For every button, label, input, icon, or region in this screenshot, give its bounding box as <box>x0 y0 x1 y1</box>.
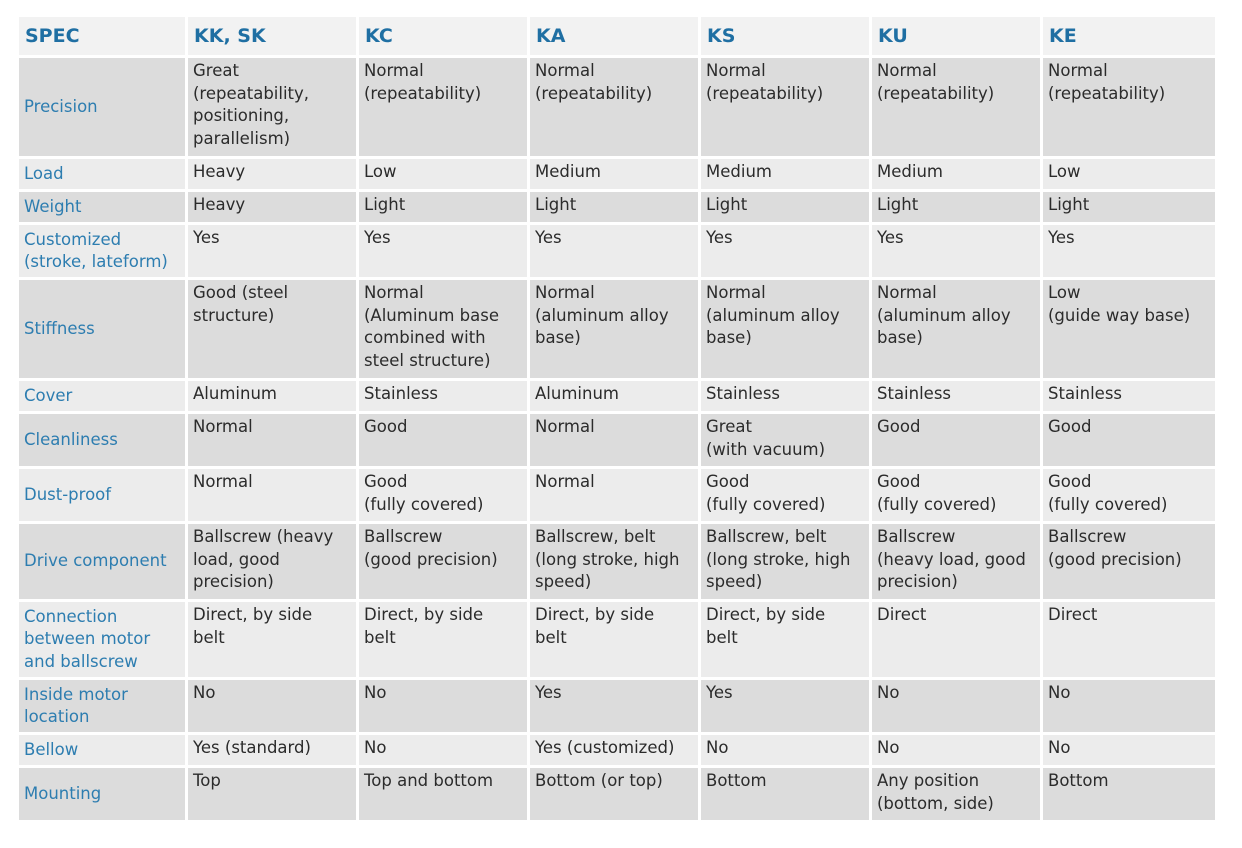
cell-text: Normal <box>193 417 253 436</box>
cell-text: Aluminum <box>535 384 619 403</box>
cell-text: Ballscrew (heavy load, good precision) <box>877 527 1026 591</box>
cell-text: Yes (standard) <box>193 738 311 757</box>
table-row <box>19 225 1215 277</box>
row-label <box>19 225 185 277</box>
table-cell <box>188 680 356 732</box>
cell-text: Normal (repeatability) <box>706 61 824 103</box>
header-kk-sk: KK, SK <box>188 17 356 55</box>
cell-text: Ballscrew (heavy load, good precision) <box>193 527 334 591</box>
row-label-text: Drive component <box>24 551 167 571</box>
table-row <box>19 414 1215 466</box>
table-cell <box>872 414 1040 466</box>
cell-text: Normal (aluminum alloy base) <box>535 283 669 347</box>
cell-text: No <box>364 738 387 757</box>
cell-text: Low <box>1048 162 1081 181</box>
cell-text: Yes <box>706 683 733 702</box>
table-cell <box>1043 225 1215 277</box>
cell-text: No <box>364 683 387 702</box>
table-cell <box>872 469 1040 521</box>
cell-text: Good (fully covered) <box>706 472 826 514</box>
row-label-text: Mounting <box>24 783 102 803</box>
table-cell <box>701 735 869 765</box>
header-row <box>19 17 1215 55</box>
table-cell <box>359 602 527 677</box>
table-cell <box>1043 602 1215 677</box>
cell-text: Direct <box>877 605 927 624</box>
table-cell <box>530 602 698 677</box>
table-cell <box>872 768 1040 820</box>
cell-text: Low (guide way base) <box>1048 283 1191 325</box>
cell-text: Ballscrew, belt (long stroke, high speed) <box>535 527 680 591</box>
table-cell <box>1043 768 1215 820</box>
cell-text: Yes <box>535 228 562 247</box>
table-row <box>19 58 1215 156</box>
row-label-text: Load <box>24 163 64 183</box>
table-cell <box>872 58 1040 156</box>
table-row <box>19 602 1215 677</box>
cell-text: Good (steel structure) <box>193 283 289 325</box>
table-row <box>19 680 1215 732</box>
table-cell <box>872 280 1040 378</box>
table-cell <box>1043 280 1215 378</box>
row-label-text: Inside motor location <box>24 684 128 726</box>
table-cell <box>872 192 1040 222</box>
cell-text: Top and bottom <box>364 771 494 790</box>
table-cell <box>530 414 698 466</box>
cell-text: Stainless <box>364 384 439 403</box>
cell-text: Yes <box>535 683 562 702</box>
table-cell <box>359 159 527 189</box>
cell-text: No <box>877 738 900 757</box>
header-ke: KE <box>1043 17 1215 55</box>
header-kc: KC <box>359 17 527 55</box>
cell-text: Yes <box>193 228 220 247</box>
row-label <box>19 768 185 820</box>
cell-text: Yes <box>706 228 733 247</box>
spec-table-container <box>16 14 1218 823</box>
cell-text: Bottom <box>1048 771 1109 790</box>
row-label-text: Weight <box>24 196 82 216</box>
table-cell <box>1043 680 1215 732</box>
cell-text: Light <box>364 195 406 214</box>
table-cell <box>530 159 698 189</box>
table-cell <box>530 58 698 156</box>
table-cell <box>1043 192 1215 222</box>
cell-text: Normal (repeatability) <box>1048 61 1166 103</box>
table-cell <box>701 192 869 222</box>
table-cell <box>359 58 527 156</box>
table-cell <box>530 680 698 732</box>
table-cell <box>188 159 356 189</box>
cell-text: Bottom (or top) <box>535 771 663 790</box>
table-cell <box>359 524 527 599</box>
row-label-text: Cleanliness <box>24 429 118 449</box>
cell-text: Light <box>706 195 748 214</box>
row-label-text: Cover <box>24 385 73 405</box>
table-cell <box>1043 159 1215 189</box>
row-label <box>19 159 185 189</box>
cell-text: Good (fully covered) <box>877 472 997 514</box>
table-row <box>19 159 1215 189</box>
table-cell <box>872 680 1040 732</box>
table-cell <box>359 192 527 222</box>
table-cell <box>530 192 698 222</box>
cell-text: Stainless <box>706 384 781 403</box>
table-cell <box>701 602 869 677</box>
table-cell <box>701 58 869 156</box>
cell-text: Normal <box>193 472 253 491</box>
cell-text: Good <box>1048 417 1092 436</box>
cell-text: Bottom <box>706 771 767 790</box>
table-cell <box>1043 58 1215 156</box>
cell-text: Yes (customized) <box>535 738 675 757</box>
cell-text: Normal (aluminum alloy base) <box>706 283 840 347</box>
table-cell <box>701 280 869 378</box>
table-cell <box>530 768 698 820</box>
table-row <box>19 735 1215 765</box>
row-label-text: Connection between motor and ballscrew <box>24 606 151 671</box>
cell-text: Medium <box>877 162 943 181</box>
table-cell <box>701 768 869 820</box>
table-cell <box>359 680 527 732</box>
table-cell <box>1043 735 1215 765</box>
cell-text: Ballscrew (good precision) <box>364 527 498 569</box>
cell-text: Yes <box>364 228 391 247</box>
table-cell <box>530 735 698 765</box>
row-label <box>19 524 185 599</box>
table-cell <box>701 381 869 411</box>
cell-text: Light <box>535 195 577 214</box>
cell-text: Great (repeatability, positioning, parallelism) <box>193 61 310 148</box>
table-cell <box>188 414 356 466</box>
table-cell <box>530 469 698 521</box>
cell-text: Top <box>193 771 221 790</box>
cell-text: Good (fully covered) <box>364 472 484 514</box>
table-cell <box>1043 414 1215 466</box>
table-cell <box>188 58 356 156</box>
cell-text: Light <box>1048 195 1090 214</box>
row-label-text: Customized (stroke, lateform) <box>24 229 168 271</box>
table-cell <box>872 159 1040 189</box>
table-cell <box>701 414 869 466</box>
cell-text: Normal (aluminum alloy base) <box>877 283 1011 347</box>
cell-text: Yes <box>1048 228 1075 247</box>
header-ks: KS <box>701 17 869 55</box>
table-cell <box>701 469 869 521</box>
table-cell <box>530 524 698 599</box>
table-row <box>19 768 1215 820</box>
cell-text: No <box>706 738 729 757</box>
cell-text: No <box>1048 738 1071 757</box>
cell-text: Any position (bottom, side) <box>877 771 994 813</box>
table-cell <box>872 381 1040 411</box>
table-row <box>19 192 1215 222</box>
row-label <box>19 602 185 677</box>
table-cell <box>872 735 1040 765</box>
cell-text: No <box>1048 683 1071 702</box>
row-label-text: Stiffness <box>24 318 95 338</box>
table-cell <box>188 280 356 378</box>
table-cell <box>188 768 356 820</box>
table-cell <box>1043 469 1215 521</box>
row-label <box>19 58 185 156</box>
cell-text: Light <box>877 195 919 214</box>
header-ku: KU <box>872 17 1040 55</box>
row-label <box>19 680 185 732</box>
row-label <box>19 414 185 466</box>
table-cell <box>530 225 698 277</box>
cell-text: Normal (repeatability) <box>535 61 653 103</box>
table-cell <box>359 469 527 521</box>
cell-text: Direct, by side belt <box>193 605 313 647</box>
cell-text: Ballscrew (good precision) <box>1048 527 1182 569</box>
spec-comparison-table <box>16 14 1218 823</box>
cell-text: Medium <box>535 162 601 181</box>
table-cell <box>872 602 1040 677</box>
cell-text: Normal (repeatability) <box>877 61 995 103</box>
cell-text: Aluminum <box>193 384 277 403</box>
cell-text: Heavy <box>193 162 246 181</box>
table-cell <box>872 524 1040 599</box>
row-label <box>19 735 185 765</box>
table-cell <box>1043 524 1215 599</box>
cell-text: Stainless <box>877 384 952 403</box>
cell-text: Good (fully covered) <box>1048 472 1168 514</box>
table-cell <box>701 680 869 732</box>
table-cell <box>359 381 527 411</box>
cell-text: Direct, by side belt <box>706 605 826 647</box>
cell-text: Great (with vacuum) <box>706 417 826 459</box>
row-label-text: Bellow <box>24 739 79 759</box>
cell-text: Direct <box>1048 605 1098 624</box>
cell-text: Good <box>364 417 408 436</box>
table-cell <box>530 280 698 378</box>
row-label <box>19 381 185 411</box>
table-cell <box>701 225 869 277</box>
row-label-text: Dust-proof <box>24 484 112 504</box>
table-cell <box>530 381 698 411</box>
cell-text: Direct, by side belt <box>364 605 484 647</box>
table-cell <box>188 735 356 765</box>
table-cell <box>359 768 527 820</box>
cell-text: Stainless <box>1048 384 1123 403</box>
table-cell <box>188 602 356 677</box>
table-cell <box>188 225 356 277</box>
table-row <box>19 280 1215 378</box>
table-row <box>19 381 1215 411</box>
cell-text: Normal (repeatability) <box>364 61 482 103</box>
row-label <box>19 192 185 222</box>
table-cell <box>359 280 527 378</box>
table-cell <box>188 524 356 599</box>
row-label-text: Precision <box>24 96 98 116</box>
table-row <box>19 469 1215 521</box>
table-cell <box>359 735 527 765</box>
row-label <box>19 280 185 378</box>
table-cell <box>701 159 869 189</box>
table-cell <box>872 225 1040 277</box>
header-ka: KA <box>530 17 698 55</box>
table-cell <box>188 192 356 222</box>
cell-text: Ballscrew, belt (long stroke, high speed) <box>706 527 851 591</box>
cell-text: Good <box>877 417 921 436</box>
cell-text: Low <box>364 162 397 181</box>
table-row <box>19 524 1215 599</box>
table-cell <box>188 381 356 411</box>
cell-text: Yes <box>877 228 904 247</box>
table-cell <box>359 225 527 277</box>
table-cell <box>188 469 356 521</box>
cell-text: Heavy <box>193 195 246 214</box>
cell-text: Medium <box>706 162 772 181</box>
cell-text: Normal <box>535 417 595 436</box>
row-label <box>19 469 185 521</box>
header-spec: SPEC <box>19 17 185 55</box>
cell-text: Normal <box>535 472 595 491</box>
cell-text: Normal (Aluminum base combined with steel structure) <box>364 283 499 370</box>
cell-text: No <box>193 683 216 702</box>
table-cell <box>701 524 869 599</box>
table-body <box>19 58 1215 820</box>
cell-text: No <box>877 683 900 702</box>
table-cell <box>359 414 527 466</box>
table-cell <box>1043 381 1215 411</box>
cell-text: Direct, by side belt <box>535 605 655 647</box>
